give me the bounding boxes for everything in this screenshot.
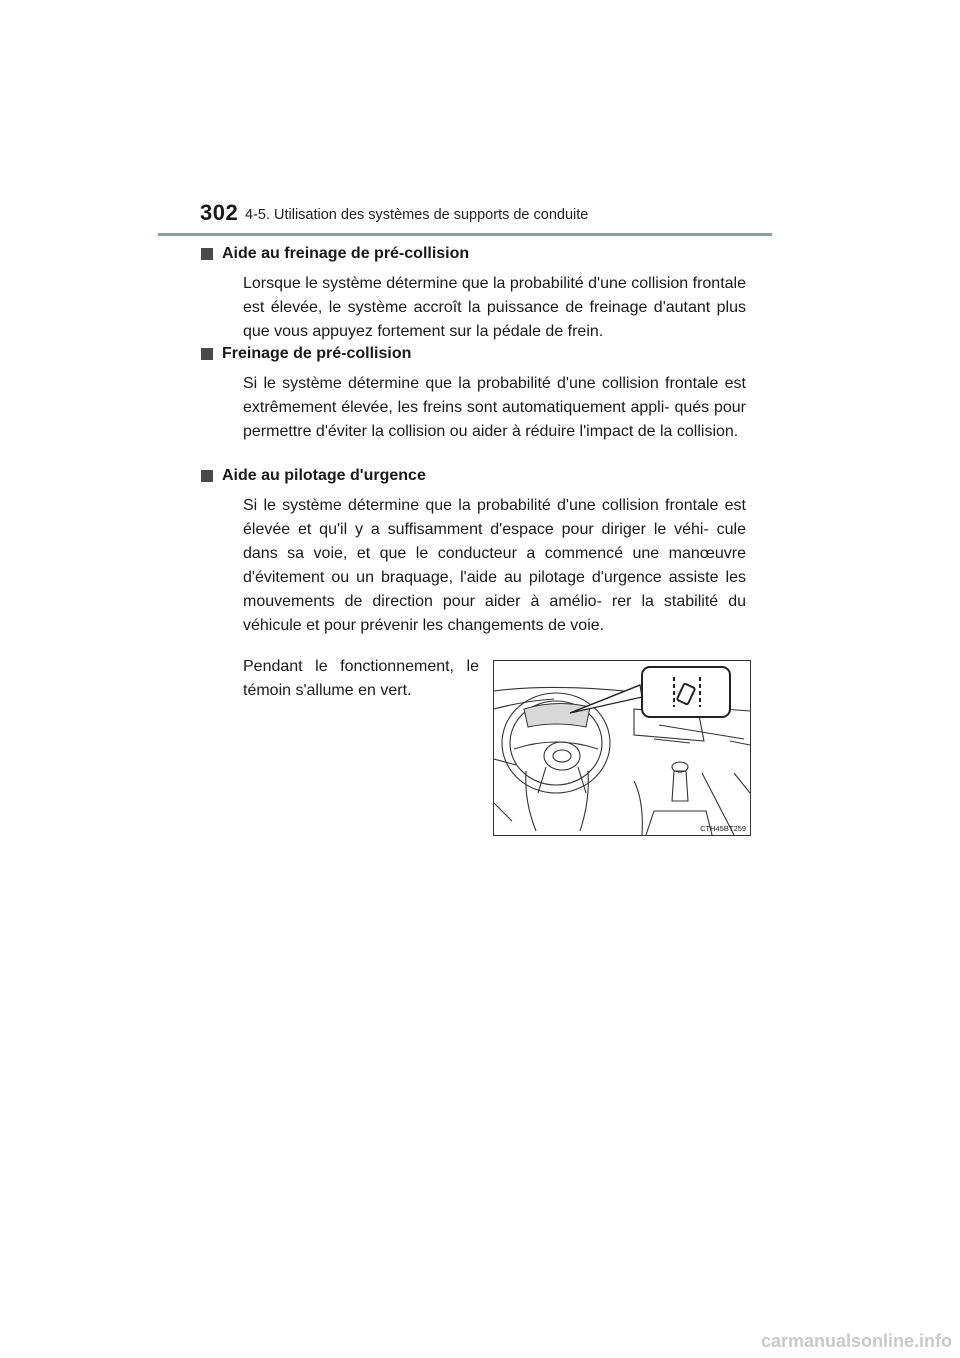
operation-note: Pendant le fonctionnement, le témoin s'allume en vert. [243, 658, 479, 699]
watermark: carmanualsonline.info [760, 1331, 952, 1351]
section-heading: Freinage de pré-collision [222, 345, 412, 362]
section-heading: Aide au freinage de pré-collision [222, 245, 470, 262]
section-body: Si le système détermine que la probabilité d'une collision frontale est extrêmement élevée, les freins sont automatiquement appli- qués pour permettre d'éviter la collision ou aider à réduire l'impact de la collision. [243, 375, 746, 440]
bullet-square-icon [201, 348, 213, 360]
page-number: 302 [200, 200, 239, 225]
section-heading: Aide au pilotage d'urgence [222, 467, 426, 484]
figure-code: CTH45BT259 [700, 824, 746, 833]
section-body: Si le système détermine que la probabilité d'une collision frontale est élevée et qu'il y a suffisamment d'espace pour diriger le véhi- cule dans sa voie, et que le conducteur a commencé une manœuvre d'évitement ou un braquage, l'aide au pilotage d'urgence assiste les mouvements de direction pour aider à amélio- rer la stabilité du véhicule et pour prévenir les changements de voie. [243, 497, 746, 634]
bullet-square-icon [201, 248, 213, 260]
header-divider [158, 233, 772, 236]
bullet-square-icon [201, 470, 213, 482]
dashboard-illustration [493, 660, 751, 836]
chapter-title: 4-5. Utilisation des systèmes de supports de conduite [245, 207, 589, 223]
section-pre-collision-braking [222, 343, 746, 444]
section-emergency-steering-assist [222, 465, 746, 638]
section-pre-collision-brake-assist [222, 243, 746, 344]
section-body: Lorsque le système détermine que la probabilité d'une collision frontale est élevée, le système accroît la puissance de freinage d'autant plus que vous appuyez fortement sur la pédale de frein. [243, 275, 746, 340]
dashboard-drawing [494, 661, 750, 835]
